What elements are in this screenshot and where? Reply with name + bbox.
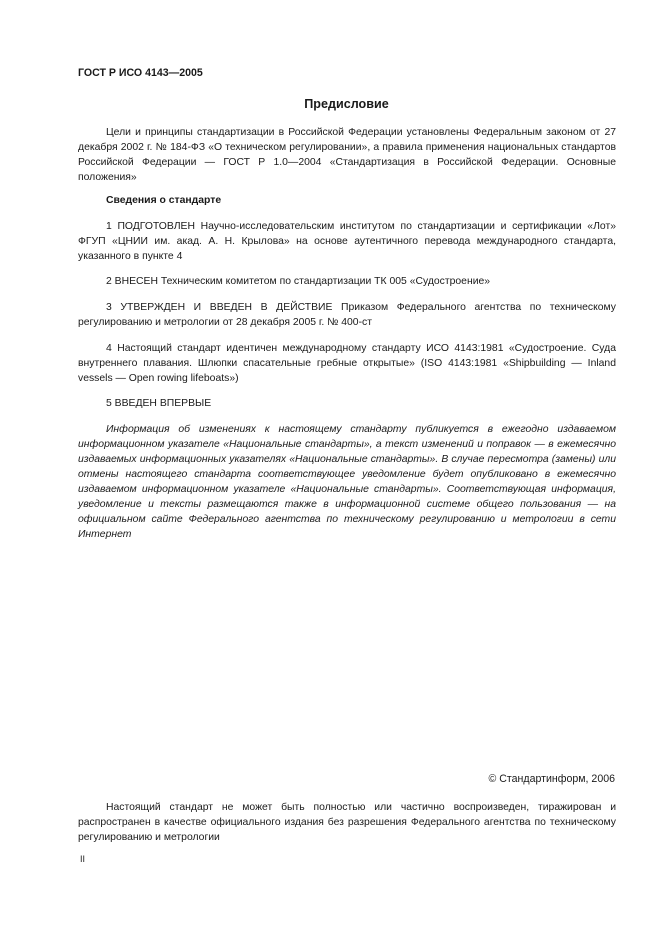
info-heading: Сведения о стандарте xyxy=(106,195,222,206)
intro-paragraph: Цели и принципы стандартизации в Российской Федерации установлены Федеральным законом от 27 декабря 2002 г. № 184-ФЗ «О техническом регулировании», а правила применения национальных стандартов Российской Федерации — ГОСТ Р 1.0—2004 «Стандартизация в Российской Федерации. Основные положения» xyxy=(78,127,616,183)
reproduction-notice: Настоящий стандарт не может быть полностью или частично воспроизведен, тиражирован и распространен в качестве официального издания без разрешения Федерального агентства по техническому регулированию и метрологии xyxy=(78,802,616,843)
item-identical: 4 Настоящий стандарт идентичен международному стандарту ИСО 4143:1981 «Судостроение. Суда внутреннего плавания. Шлюпки спасательные гребные открытые» (ISO 4143:1981 «Shipbuilding — Inland vessels — Open rowing lifeboats») xyxy=(78,343,616,384)
item-introduced: 2 ВНЕСЕН Техническим комитетом по стандартизации ТК 005 «Судостроение» xyxy=(106,276,491,287)
changes-notice: Информация об изменениях к настоящему стандарту публикуется в ежегодно издаваемом информационном указателе «Национальные стандарты», а текст изменений и поправок — в ежемесячно издаваемых информационных указателях «Национальные стандарты». В случае пересмотра (замены) или отмены настоящего стандарта соответствующее уведомление будет опубликовано в ежемесячно издаваемом информационном указателе «Национальные стандарты». Соответствующая информация, уведомление и тексты размещаются также в информационной системе общего пользования — на официальном сайте Федерального агентства по техническому регулированию и метрологии в сети Интернет xyxy=(78,424,616,540)
item-approved: 3 УТВЕРЖДЕН И ВВЕДЕН В ДЕЙСТВИЕ Приказом Федерального агентства по техническому регулированию и метрологии от 28 декабря 2005 г. № 400-ст xyxy=(78,302,616,328)
page-number: II xyxy=(80,854,86,864)
copyright: © Стандартинформ, 2006 xyxy=(488,773,615,785)
document-code: ГОСТ Р ИСО 4143—2005 xyxy=(78,67,203,79)
item-first-introduced: 5 ВВЕДЕН ВПЕРВЫЕ xyxy=(106,398,212,409)
page-title: Предисловие xyxy=(304,97,389,111)
item-prepared: 1 ПОДГОТОВЛЕН Научно-исследовательским институтом по стандартизации и сертификации «Лот» ФГУП «ЦНИИ им. акад. А. Н. Крылова» на основе аутентичного перевода международного стандарта, указанного в пункте 4 xyxy=(78,221,616,262)
